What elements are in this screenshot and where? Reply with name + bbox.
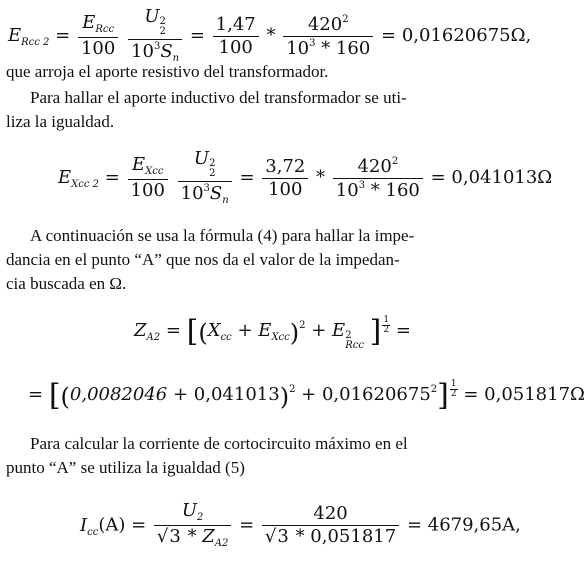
- paragraph-current-intro: Para calcular la corriente de cortocircuito máximo en el punto “A” se utiliza la igualdad (5): [6, 434, 408, 477]
- eq4-result: = 0,051817Ω: [463, 384, 585, 405]
- eq1-fraction-value: $\frac{1,47}{100}$: [213, 16, 259, 57]
- eq2-fraction-percent: $\frac{E_{Xcc}}{100}$: [128, 156, 168, 200]
- eq2-fraction-numeric: $\frac{420^2}{10^3 * 160}$: [333, 157, 423, 200]
- eq2-fraction-value: $\frac{3,72}{100}$: [262, 158, 308, 199]
- eq1-lhs: $E_{Rcc 2}$: [8, 25, 50, 48]
- eq5-result: = 4679,65A,: [406, 514, 521, 536]
- eq1-fraction-numeric: $\frac{420^2}{10^3 * 160}$: [283, 15, 373, 58]
- eq1-result: = 0,01620675Ω,: [381, 25, 532, 46]
- eq1-fraction-voltage: U 2 2 $10^3S_n$: [128, 8, 182, 64]
- paragraph-inductive-intro: Para hallar el aporte inductivo del transformador se uti- liza la igualdad.: [6, 88, 407, 131]
- equation-impedance-formula: $Z_{A2} = [(X_{cc} + E_{Xcc})^2 + E$ 2 Rcc ] $\frac{1}{2}$ =: [134, 314, 411, 351]
- eq2-fraction-voltage: U 2 2 $10^3S_n$: [178, 150, 232, 206]
- paragraph-resistive-note: que arroja el aporte resistivo del transformador.: [6, 62, 329, 81]
- eq5-fraction-symbolic: $\frac{U_2}{√3 * Z_{A2}}$: [154, 502, 231, 549]
- equation-inductive-contribution: $E_{Xcc 2}$ = $\frac{E_{Xcc}}{100}$ U 2 2 $10^3S_n$ = $\frac{3,72}{100}$ * $\frac{420^2}{10^3 * 160}$ = 0,041013Ω: [58, 148, 553, 206]
- equation-impedance-value: = $[(0,0082046 + 0,041013)^2 + 0,01620675^2]$ $\frac{1}{2}$ = 0,051817Ω: [28, 378, 585, 413]
- eq1-fraction-percent: $\frac{E_{Rcc}}{100}$: [78, 14, 118, 58]
- equation-resistive-contribution: $E_{Rcc 2}$ = $\frac{E_{Rcc}}{100}$ U 2 2 $10^3S_n$ = $\frac{1,47}{100}$ * $\frac{420^2}{10^3 * 160}$ = 0,01620675Ω,: [8, 6, 532, 64]
- paragraph-impedance-intro: A continuación se usa la fórmula (4) para hallar la impe- dancia en el punto “A” que nos da el valor de la impedan- cia buscada en Ω.: [6, 226, 415, 293]
- eq5-fraction-numeric: $\frac{420}{√3 * 0,051817}$: [262, 505, 399, 546]
- equation-short-circuit-current: $I_{cc}(A)$ = $\frac{U_2}{√3 * Z_{A2}}$ = $\frac{420}{√3 * 0,051817}$ = 4679,65A,: [80, 500, 521, 549]
- eq2-result: = 0,041013Ω: [430, 167, 553, 188]
